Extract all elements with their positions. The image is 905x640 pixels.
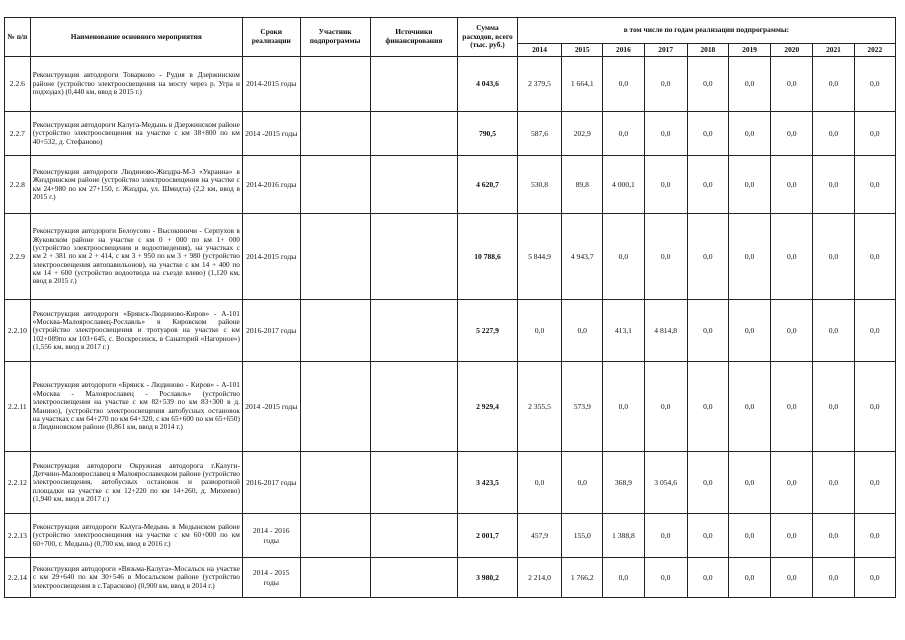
implementation-period: 2014 -2015 годы — [242, 112, 300, 156]
header-year: 2016 — [603, 44, 644, 57]
total-amount: 2 001,7 — [458, 514, 518, 558]
funding-source-cell — [370, 57, 458, 112]
year-amount: 0,0 — [603, 214, 644, 300]
year-amount: 0,0 — [644, 57, 687, 112]
year-amount: 0,0 — [728, 300, 770, 362]
year-amount: 0,0 — [644, 362, 687, 452]
activity-name: Реконструкция автодороги Окружная автодорога г.Калуги-Детчино-Малоярославец в Малоярославецком районе (устройство электроосвещения, автобусных остановок и разворотной площадки на участке с км 12+220 по км 14+260, д. Михеево) (1,940 км, ввод в 2017 г.) — [30, 452, 242, 514]
year-amount: 0,0 — [771, 112, 813, 156]
implementation-period: 2014-2015 годы — [242, 214, 300, 300]
year-amount: 2 355,5 — [517, 362, 561, 452]
funding-source-cell — [370, 452, 458, 514]
year-amount: 0,0 — [771, 362, 813, 452]
year-amount: 1 664,1 — [562, 57, 603, 112]
table-row — [5, 362, 896, 452]
participant-cell — [300, 452, 370, 514]
year-amount: 0,0 — [728, 112, 770, 156]
header-period: Сроки реализации — [242, 18, 300, 57]
table-row — [5, 156, 896, 214]
total-amount: 5 227,9 — [458, 300, 518, 362]
header-total: Сумма расходов, всего (тыс. руб.) — [458, 18, 518, 57]
header-year: 2019 — [728, 44, 770, 57]
year-amount: 0,0 — [771, 452, 813, 514]
year-amount: 3 054,6 — [644, 452, 687, 514]
funding-source-cell — [370, 156, 458, 214]
year-amount: 587,6 — [517, 112, 561, 156]
year-amount: 0,0 — [813, 452, 854, 514]
year-amount: 0,0 — [813, 558, 854, 598]
activity-name: Реконструкция автодороги Людиново-Жиздра-М-3 «Украина» в Жиздринском районе (устройство электроосвещения на участке с км 24+980 по км 27+150, г. Жиздра, ул. Шмидта) (2,2 км, ввод в 2015 г.) — [30, 156, 242, 214]
year-amount: 0,0 — [562, 452, 603, 514]
total-amount: 4 620,7 — [458, 156, 518, 214]
year-amount: 0,0 — [813, 362, 854, 452]
header-year: 2022 — [854, 44, 895, 57]
row-number: 2.2.9 — [5, 214, 31, 300]
year-amount: 0,0 — [562, 300, 603, 362]
year-amount: 4 000,1 — [603, 156, 644, 214]
participant-cell — [300, 57, 370, 112]
implementation-period: 2014-2015 годы — [242, 57, 300, 112]
total-amount: 3 980,2 — [458, 558, 518, 598]
activity-name: Реконструкция автодороги Калуга-Медынь в Дзержинском районе (устройство электроосвещения на участке с км 38+800 по км 40+532, д. Стефаново) — [30, 112, 242, 156]
year-amount: 0,0 — [603, 112, 644, 156]
year-amount: 5 844,9 — [517, 214, 561, 300]
row-number: 2.2.11 — [5, 362, 31, 452]
year-amount: 0,0 — [728, 452, 770, 514]
year-amount: 0,0 — [517, 452, 561, 514]
year-amount: 0,0 — [687, 514, 728, 558]
table-row — [5, 514, 896, 558]
year-amount: 413,1 — [603, 300, 644, 362]
total-amount: 2 929,4 — [458, 362, 518, 452]
year-amount: 0,0 — [728, 156, 770, 214]
year-amount: 1 388,8 — [603, 514, 644, 558]
year-amount: 1 766,2 — [562, 558, 603, 598]
year-amount: 0,0 — [813, 156, 854, 214]
year-amount: 0,0 — [687, 452, 728, 514]
table-body — [5, 57, 896, 598]
year-amount: 0,0 — [771, 57, 813, 112]
year-amount: 0,0 — [687, 214, 728, 300]
year-amount: 530,8 — [517, 156, 561, 214]
year-amount: 0,0 — [854, 214, 895, 300]
year-amount: 0,0 — [728, 362, 770, 452]
row-number: 2.2.8 — [5, 156, 31, 214]
year-amount: 573,9 — [562, 362, 603, 452]
year-amount: 0,0 — [854, 112, 895, 156]
year-amount: 0,0 — [687, 156, 728, 214]
year-amount: 0,0 — [771, 214, 813, 300]
year-amount: 0,0 — [813, 214, 854, 300]
year-amount: 0,0 — [644, 214, 687, 300]
implementation-period: 2016-2017 годы — [242, 452, 300, 514]
year-amount: 0,0 — [728, 558, 770, 598]
implementation-period: 2014 - 2016 годы — [242, 514, 300, 558]
year-amount: 0,0 — [854, 362, 895, 452]
program-table — [4, 17, 896, 598]
year-amount: 0,0 — [813, 300, 854, 362]
year-amount: 0,0 — [813, 514, 854, 558]
year-amount: 0,0 — [728, 57, 770, 112]
year-amount: 4 814,8 — [644, 300, 687, 362]
year-amount: 0,0 — [644, 112, 687, 156]
header-sources: Источники финансирования — [370, 18, 458, 57]
header-num: № п/п — [5, 18, 31, 57]
activity-name: Реконструкция автодороги Товарково - Рудня в Дзержинском районе (устройство электроосвещения на мосту через р. Угра и подходах) (0,440 км, ввод в 2015 г.) — [30, 57, 242, 112]
table-row — [5, 57, 896, 112]
year-amount: 0,0 — [854, 57, 895, 112]
header-participant: Участник подпрограммы — [300, 18, 370, 57]
year-amount: 457,9 — [517, 514, 561, 558]
implementation-period: 2014-2016 годы — [242, 156, 300, 214]
year-amount: 0,0 — [854, 300, 895, 362]
participant-cell — [300, 112, 370, 156]
header-name: Наименование основного мероприятия — [30, 18, 242, 57]
row-number: 2.2.10 — [5, 300, 31, 362]
participant-cell — [300, 214, 370, 300]
total-amount: 4 043,6 — [458, 57, 518, 112]
year-amount: 0,0 — [517, 300, 561, 362]
table-row — [5, 452, 896, 514]
year-amount: 0,0 — [687, 57, 728, 112]
year-amount: 0,0 — [854, 558, 895, 598]
activity-name: Реконструкция автодороги «Брянск-Людиново-Киров» - А-101 «Москва-Малоярославец-Рославль» в Кировском районе (устройство электроосвещения и тротуаров на участке с км 102+089по км 103+645, с. Воскресенск, в Санаторий «Нагорное») (1,556 км, ввод в 2017 г.) — [30, 300, 242, 362]
funding-source-cell — [370, 112, 458, 156]
year-amount: 155,0 — [562, 514, 603, 558]
participant-cell — [300, 362, 370, 452]
funding-source-cell — [370, 362, 458, 452]
total-amount: 3 423,5 — [458, 452, 518, 514]
year-amount: 0,0 — [687, 112, 728, 156]
header-year: 2017 — [644, 44, 687, 57]
row-number: 2.2.14 — [5, 558, 31, 598]
funding-source-cell — [370, 300, 458, 362]
row-number: 2.2.13 — [5, 514, 31, 558]
year-amount: 2 214,0 — [517, 558, 561, 598]
year-amount: 0,0 — [771, 300, 813, 362]
year-amount: 89,8 — [562, 156, 603, 214]
year-amount: 0,0 — [687, 362, 728, 452]
year-amount: 0,0 — [854, 452, 895, 514]
year-amount: 0,0 — [644, 558, 687, 598]
implementation-period: 2014 -2015 годы — [242, 362, 300, 452]
year-amount: 0,0 — [813, 112, 854, 156]
header-year: 2015 — [562, 44, 603, 57]
year-amount: 4 943,7 — [562, 214, 603, 300]
year-amount: 0,0 — [771, 558, 813, 598]
year-amount: 0,0 — [728, 514, 770, 558]
year-amount: 0,0 — [728, 214, 770, 300]
year-amount: 0,0 — [687, 558, 728, 598]
row-number: 2.2.6 — [5, 57, 31, 112]
activity-name: Реконструкция автодороги «Брянск - Людиново - Киров» - А-101 «Москва - Малоярославец - Рославль» (устройство электроосвещения на участке с км 82+539 по км 83+300 в д. Манино), (устройство электроосвещения автобусных остановок на участках с км 64+270 по км 64+320, с км 65+600 по км 65+650) в Людиновском районе (0,861 км, ввод в 2014 г.) — [30, 362, 242, 452]
header-year: 2018 — [687, 44, 728, 57]
year-amount: 0,0 — [603, 57, 644, 112]
participant-cell — [300, 558, 370, 598]
implementation-period: 2014 - 2015 годы — [242, 558, 300, 598]
participant-cell — [300, 514, 370, 558]
header-year: 2020 — [771, 44, 813, 57]
year-amount: 0,0 — [603, 362, 644, 452]
participant-cell — [300, 300, 370, 362]
total-amount: 790,5 — [458, 112, 518, 156]
total-amount: 10 788,6 — [458, 214, 518, 300]
year-amount: 202,9 — [562, 112, 603, 156]
activity-name: Реконструкция автодороги Белоусово - Высокиничи - Серпухов в Жуковском районе на участке с км 0 + 000 по км 1+ 000 (устройство электроосвещения и водоотведения), на участках с км 2 + 381 по км 2 + 414, с км 3 + 950 по км 3 + 980 (устройство электроосвещения автопавильонов), на участке с км 14 + 400 по км 14 + 600 (устройство водоотвода на съезде влево) (1,120 км, ввод в 2015 г.) — [30, 214, 242, 300]
table-row — [5, 112, 896, 156]
year-amount: 0,0 — [687, 300, 728, 362]
table-row — [5, 300, 896, 362]
year-amount: 0,0 — [771, 514, 813, 558]
year-amount: 0,0 — [644, 514, 687, 558]
row-number: 2.2.7 — [5, 112, 31, 156]
table-row — [5, 558, 896, 598]
header-years-group: в том числе по годам реализации подпрограммы: — [517, 18, 895, 44]
year-amount: 368,9 — [603, 452, 644, 514]
year-amount: 0,0 — [854, 156, 895, 214]
implementation-period: 2016-2017 годы — [242, 300, 300, 362]
year-amount: 0,0 — [771, 156, 813, 214]
year-amount: 0,0 — [603, 558, 644, 598]
participant-cell — [300, 156, 370, 214]
activity-name: Реконструкция автодороги «Вязьма-Калуга»-Мосальск на участке с км 29+640 по км 30+546 в Мосальском районе (устройство электроосвещения в с.Тарасково) (0,900 км, ввод в 2014 г.) — [30, 558, 242, 598]
year-amount: 2 379,5 — [517, 57, 561, 112]
year-amount: 0,0 — [644, 156, 687, 214]
header-year: 2014 — [517, 44, 561, 57]
funding-source-cell — [370, 558, 458, 598]
year-amount: 0,0 — [813, 57, 854, 112]
table-row — [5, 214, 896, 300]
activity-name: Реконструкция автодороги Калуга-Медынь в Медынском районе (устройство электроосвещения на участке с км 60+000 по км 60+700, г. Медынь) (0,700 км, ввод в 2016 г.) — [30, 514, 242, 558]
funding-source-cell — [370, 214, 458, 300]
funding-source-cell — [370, 514, 458, 558]
header-year: 2021 — [813, 44, 854, 57]
year-amount: 0,0 — [854, 514, 895, 558]
row-number: 2.2.12 — [5, 452, 31, 514]
